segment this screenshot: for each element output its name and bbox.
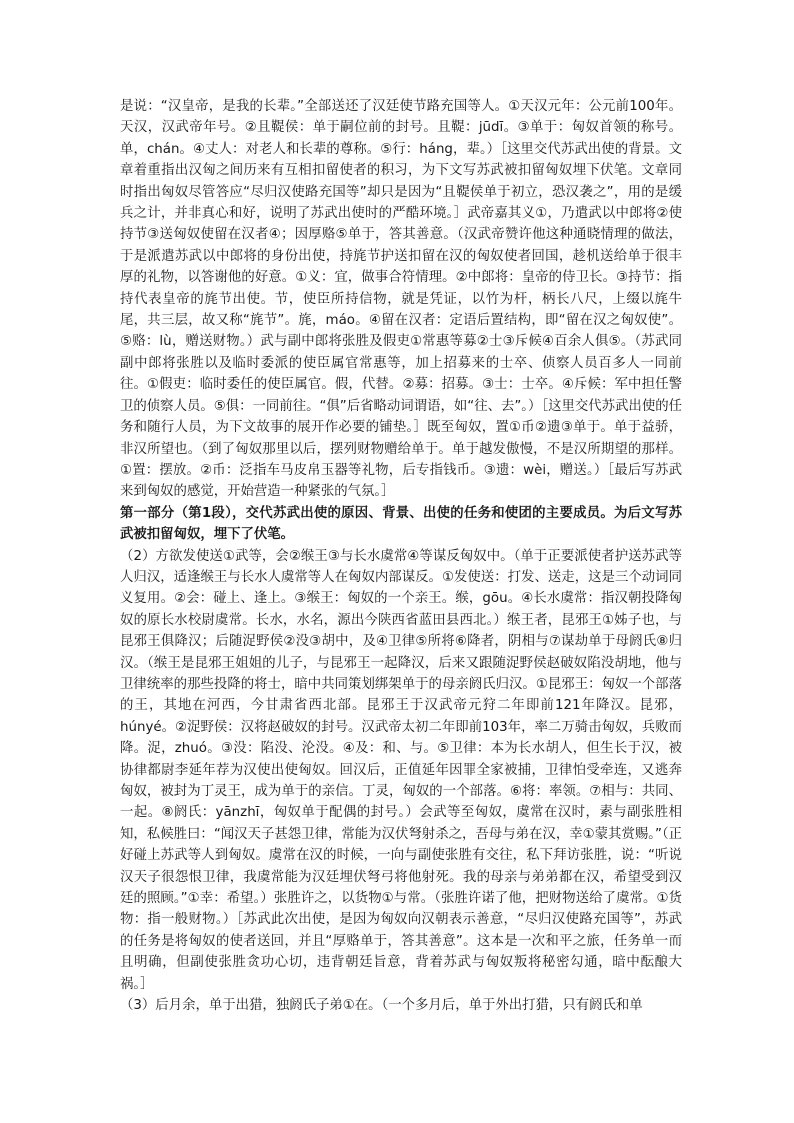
section-summary-heading: 第一部分（第1段），交代苏武出使的原因、背景、出使的任务和使团的主要成员。为后文写苏武被扣留匈奴，埋下了伏笔。 [120,505,682,543]
body-paragraph-1: 是说：“汉皇帝，是我的长辈。”全部送还了汉廷使节路充国等人。①天汉元年：公元前100年。天汉，汉武帝年号。②且鞮侯：单于嗣位前的封号。且鞮：jūdī。③单于：匈奴首领的称号。单，chán。④丈人：对老人和长辈的尊称。⑤行：háng，辈。）［这里交代苏武出使的背景。文章着重指出汉匈之间历来有互相扣留使者的积习，为下文写苏武被扣留匈奴埋下伏笔。文章同时指出匈奴尽管答应“尽归汉使路充国等”却只是因为“且鞮侯单于初立，恐汉袭之”，用的是缓兵之计，并非真心和好，说明了苏武出使时的严酷环境。］武帝嘉其义①，乃遣武以中郎将②使持节③送匈奴使留在汉者④；因厚赂⑤单于，答其善意。（汉武帝赞许他这种通晓情理的做法，于是派遣苏武以中郎将的身份出使，持旄节护送扣留在汉的匈奴使者回国，趁机送给单于很丰厚的礼物，以答谢他的好意。①义：宜，做事合符情理。②中郎将：皇帝的侍卫长。③持节：指持代表皇帝的旄节出使。节，使臣所持信物，就是凭证，以竹为杆，柄长八尺，上缀以旄牛尾，共三层，故又称“旄节”。旄，máo。④留在汉者：定语后置结构，即“留在汉之匈奴使”。⑤赂：lù，赠送财物。）武与副中郎将张胜及假吏①常惠等募②士③斥候④百余人俱⑤。（苏武同副中郎将张胜以及临时委派的使臣属官常惠等，加上招募来的士卒、侦察人员百多人一同前往。①假吏：临时委任的使臣属官。假，代替。②募：招募。③士：士卒。④斥候：军中担任警卫的侦察人员。⑤俱：一同前往。“俱”后省略动词谓语，如“往、去”。）［这里交代苏武出使的任务和随行人员，为下文故事的展开作必要的铺垫。］既至匈奴，置①币②遗③单于。单于益骄，非汉所望也。（到了匈奴那里以后，摆列财物赠给单于。单于越发傲慢，不是汉所期望的那样。①置：摆放。②币：泛指车马皮帛玉器等礼物，后专指钱币。③遗：wèi，赠送。）［最后写苏武来到匈奴的感觉，开始营造一种紧张的气氛。］ [120,99,682,500]
body-paragraph-3: （3）后月余，单于出猎，独阏氏子弟①在。（一个多月后，单于外出打猎，只有阏氏和单 [120,998,643,1014]
body-paragraph-2: （2）方欲发使送①武等，会②缑王③与长水虞常④等谋反匈奴中。（单于正要派使者护送苏武等人归汉，适逢缑王与长水人虞常等人在匈奴内部谋反。①发使送：打发、送走，这是三个动词同义复用。②会：碰上、逢上。③缑王：匈奴的一个亲王。缑，gōu。④长水虞常：指汉朝投降匈奴的原长水校尉虞常。长水，水名，源出今陕西省蓝田县西北。）缑王者，昆邪王①姊子也，与昆邪王俱降汉；后随浞野侯②没③胡中，及④卫律⑤所将⑥降者，阴相与⑦谋劫单于母阏氏⑧归汉。（缑王是昆邪王姐姐的儿子，与昆邪王一起降汉，后来又跟随浞野侯赵破奴陷没胡地，他与卫律统率的那些投降的将士，暗中共同策划绑架单于的母亲阏氏归汉。①昆邪王：匈奴一个部落的王，其地在河西，今甘肃省西北部。昆邪王于汉武帝元狩二年即前121年降汉。昆邪，húnyé。②浞野侯：汉将赵破奴的封号。汉武帝太初二年即前103年，率二万骑击匈奴，兵败而降。浞，zhuó。③没：陷没、沦没。④及：和、与。⑤卫律：本为长水胡人，但生长于汉，被协律都尉李延年荐为汉使出使匈奴。回汉后，正值延年因罪全家被捕，卫律怕受牵连，又逃奔匈奴，被封为丁灵王，成为单于的亲信。丁灵，匈奴的一个部落。⑥将：率领。⑦相与：共同、一起。⑧阏氏：yānzhī，匈奴单于配偶的封号。）会武等至匈奴，虞常在汉时，素与副张胜相知，私候胜曰：“闻汉天子甚怨卫律，常能为汉伏弩射杀之，吾母与弟在汉，幸①蒙其赏赐。”（正好碰上苏武等人到匈奴。虞常在汉的时候，一向与副使张胜有交往，私下拜访张胜，说：“听说汉天子很怨恨卫律，我虞常能为汉廷埋伏弩弓将他射死。我的母亲与弟弟都在汉，希望受到汉廷的照顾。”①幸：希望。）张胜许之，以货物①与常。（张胜许诺了他，把财物送给了虞常。①货物：指一般财物。）［苏武此次出使，是因为匈奴向汉朝表示善意，“尽归汉使路充国等”，苏武的任务是将匈奴的使者送回，并且“厚赂单于，答其善意”。这本是一次和平之旅，任务单一而且明确，但副使张胜贪功心切，违背朝廷旨意，背着苏武与匈奴叛将秘密勾通，暗中酝酿大祸。］ [120,548,682,992]
